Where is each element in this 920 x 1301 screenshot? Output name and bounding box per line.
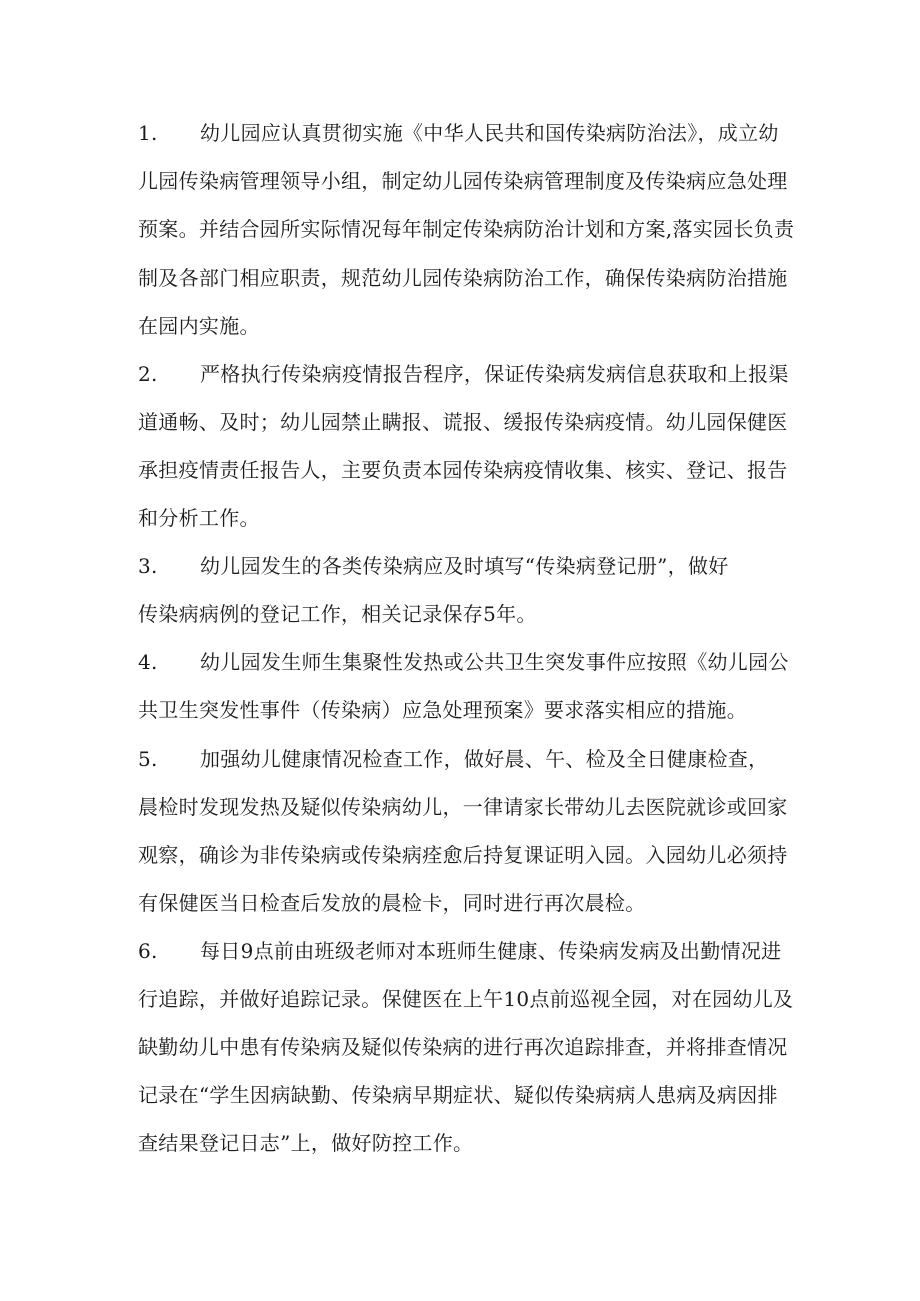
line-text: 观察，确诊为非传染病或传染病痊愈后持复课证明入园。入园幼儿必须持 [138,843,788,867]
paragraph-1-line-1 [138,119,779,147]
line-text: 严格执行传染病疫情报告程序，保证传染病发病信息获取和上报渠 [200,362,789,386]
paragraph-2-line-4 [138,504,260,532]
paragraph-1-line-5 [138,312,260,340]
line-text: 传染病病例的登记工作，相关记录保存5年。 [138,602,537,626]
paragraph-5-line-2 [138,793,788,821]
paragraph-6-line-4 [138,1081,778,1109]
line-text: 缺勤幼儿中患有传染病及疑似传染病的进行再次追踪排查，并将排查情况 [138,1035,788,1059]
line-text: 记录在“学生因病缺勤、传染病早期症状、疑似传染病病人患病及病因排 [138,1083,778,1107]
line-text: 晨检时发现发热及疑似传染病幼儿，一律请家长带幼儿去医院就诊或回家 [138,795,788,819]
line-text: 行追踪，并做好追踪记录。保健医在上午10点前巡视全园，对在园幼儿及 [138,987,794,1011]
paragraph-2-line-1 [138,360,789,388]
list-number: 2. [138,362,158,386]
line-text: 查结果登记日志”上，做好防控工作。 [138,1131,474,1155]
list-number: 3. [138,554,158,578]
paragraph-5-line-4 [138,889,646,917]
paragraph-4-line-2 [138,696,747,724]
paragraph-3-line-1 [138,552,729,580]
list-number: 6. [138,939,158,963]
paragraph-6-line-2 [138,985,793,1013]
line-text: 加强幼儿健康情况检查工作，做好晨、午、检及全日健康检查， [200,747,769,771]
line-text: 道通畅、及时；幼儿园禁止瞒报、谎报、缓报传染病疫情。幼儿园保健医 [138,410,788,434]
line-text: 幼儿园应认真贯彻实施《中华人民共和国传染病防治法》，成立幼 [200,121,779,145]
list-number: 5. [138,747,158,771]
list-number: 4. [138,650,158,674]
line-text: 幼儿园发生的各类传染病应及时填写“传染病登记册”，做好 [200,554,729,578]
paragraph-2-line-2 [138,408,788,436]
paragraph-5-line-1 [138,745,768,773]
paragraph-6-line-5 [138,1129,473,1157]
paragraph-5-line-3 [138,841,788,869]
paragraph-3-line-2 [138,600,537,628]
line-text: 预案。并结合园所实际情况每年制定传染病防治计划和方案,落实园长负责 [138,217,795,241]
paragraph-1-line-3 [138,215,794,243]
line-text: 在园内实施。 [138,314,260,338]
line-text: 制及各部门相应职责，规范幼儿园传染病防治工作，确保传染病防治措施 [138,266,788,290]
line-text: 儿园传染病管理领导小组，制定幼儿园传染病管理制度及传染病应急处理 [138,169,788,193]
paragraph-4-line-1 [138,648,789,676]
paragraph-2-line-3 [138,456,788,484]
paragraph-1-line-4 [138,264,788,292]
paragraph-1-line-2 [138,167,788,195]
line-text: 共卫生突发性事件（传染病）应急处理预案》要求落实相应的措施。 [138,698,747,722]
line-text: 有保健医当日检查后发放的晨检卡，同时进行再次晨检。 [138,891,646,915]
line-text: 每日9点前由班级老师对本班师生健康、传染病发病及出勤情况进 [200,939,782,963]
line-text: 和分析工作。 [138,506,260,530]
line-text: 幼儿园发生师生集聚性发热或公共卫生突发事件应按照《幼儿园公 [200,650,789,674]
list-number: 1. [138,121,158,145]
line-text: 承担疫情责任报告人，主要负责本园传染病疫情收集、核实、登记、报告 [138,458,788,482]
paragraph-6-line-3 [138,1033,788,1061]
paragraph-6-line-1 [138,937,781,965]
